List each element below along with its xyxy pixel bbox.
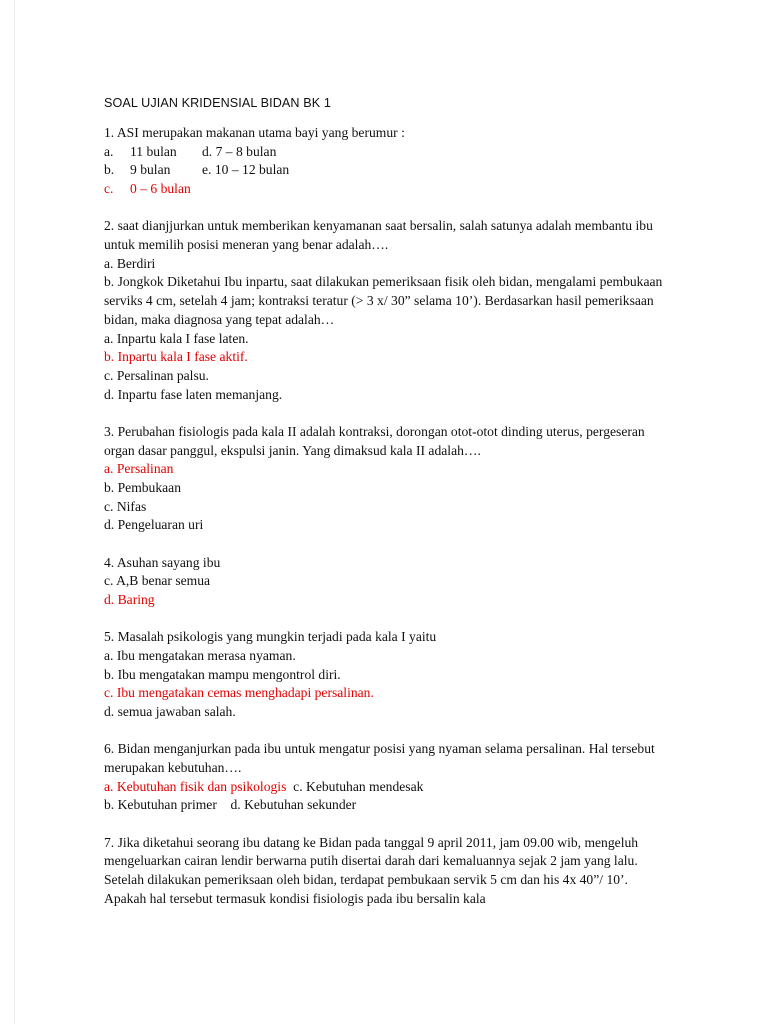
question-3-option-d: d. Pengeluaran uri: [104, 517, 204, 533]
question-2-stem: 2. saat dianjjurkan untuk memberikan kenyamanan saat bersalin, salah satunya adalah membantu ibu untuk memilih posisi meneran yang benar adalah….: [104, 218, 653, 253]
question-3-option-b: b. Pembukaan: [104, 479, 182, 495]
question-1: [104, 124, 664, 199]
question-5-option-b: b. Ibu mengatakan mampu mengontrol diri.: [104, 666, 341, 682]
question-5-stem: 5. Masalah psikologis yang mungkin terjadi pada kala I yaitu: [104, 629, 437, 645]
question-2-sub-b-answer: b. Inpartu kala I fase aktif.: [104, 349, 248, 365]
question-2-sub-a: a. Inpartu kala I fase laten.: [104, 330, 249, 346]
question-6-row-2: [104, 796, 664, 815]
question-6-row-1: [104, 778, 664, 797]
question-7-stem: 7. Jika diketahui seorang ibu datang ke Bidan pada tanggal 9 april 2011, jam 09.00 wib, mengeluh mengeluarkan cairan lendir berwarna putih disertai darah dari kemaluannya sejak 2 jam yang lalu. Setelah dilakukan pemeriksaan oleh bidan, terdapat pembukaan servik 5 cm dan his 4x 40”/ 10’. Apakah hal tersebut termasuk kondisi fisiologis pada ibu bersalin kala: [104, 834, 639, 906]
question-4-option-d-answer: d. Baring: [104, 591, 155, 607]
question-6-option-b: b. Kebutuhan primer: [104, 797, 217, 813]
question-1-row-c-answer: c. 0 – 6 bulan: [104, 181, 191, 197]
question-5-option-d: d. semua jawaban salah.: [104, 703, 236, 719]
question-6-stem: 6. Bidan menganjurkan pada ibu untuk mengatur posisi yang nyaman selama persalinan. Hal tersebut merupakan kebutuhan….: [104, 741, 655, 775]
question-7: [104, 834, 664, 909]
question-4-stem: 4. Asuhan sayang ibu: [104, 554, 221, 570]
question-2-sub-d: d. Inpartu fase laten memanjang.: [104, 386, 283, 402]
question-2-sub-c: c. Persalinan palsu.: [104, 367, 209, 383]
question-1-row-b: b. 9 bulan e. 10 – 12 bulan: [104, 162, 290, 178]
document-page: [104, 94, 664, 927]
question-1-row-a: a. 11 bulan d. 7 – 8 bulan: [104, 143, 277, 159]
question-3-stem: 3. Perubahan fisiologis pada kala II adalah kontraksi, dorongan otot-otot dinding uterus, pergeseran organ dasar panggul, ekspulsi janin. Yang dimaksud kala II adalah….: [104, 423, 645, 458]
question-5-option-c-answer: c. Ibu mengatakan cemas menghadapi persalinan.: [104, 685, 374, 701]
question-6: [104, 740, 664, 815]
question-2-option-b: b. Jongkok Diketahui Ibu inpartu, saat dilakukan pemeriksaan fisik oleh bidan, mengalami pembukaan serviks 4 cm, setelah 4 jam; kontraksi teratur (> 3 x/ 30” selama 10’). Berdasarkan hasil pemeriksaan bidan, maka diagnosa yang tepat adalah…: [104, 274, 663, 327]
question-6-option-c: c. Kebutuhan mendesak: [293, 778, 424, 794]
question-3: [104, 423, 664, 535]
question-4-option-c: c. A,B benar semua: [104, 573, 211, 589]
question-2: [104, 217, 664, 404]
question-6-option-d: d. Kebutuhan sekunder: [230, 797, 357, 813]
question-5: [104, 628, 664, 722]
question-3-option-a-answer: a. Persalinan: [104, 461, 174, 477]
question-3-option-c: c. Nifas: [104, 498, 147, 514]
question-4: [104, 554, 664, 610]
question-5-option-a: a. Ibu mengatakan merasa nyaman.: [104, 647, 296, 663]
question-1-stem: 1. ASI merupakan makanan utama bayi yang berumur :: [104, 125, 405, 140]
question-2-option-a: a. Berdiri: [104, 255, 156, 271]
question-6-option-a-answer: a. Kebutuhan fisik dan psikologis: [104, 778, 287, 794]
page-edge: [14, 0, 15, 1024]
document-title: SOAL UJIAN KRIDENSIAL BIDAN BK 1: [104, 96, 331, 110]
